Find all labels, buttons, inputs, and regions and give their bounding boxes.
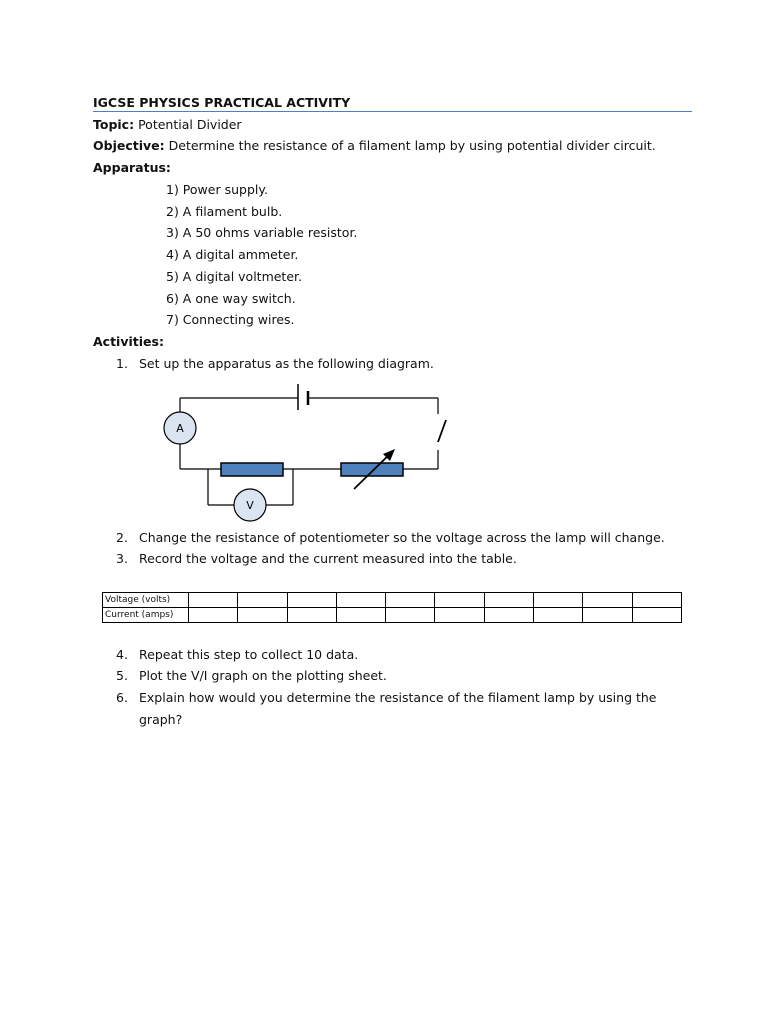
objective-line: [93, 138, 656, 154]
apparatus-item: 2) A filament bulb.: [166, 204, 283, 219]
table-cell[interactable]: [386, 608, 435, 623]
lamp-resistor: [221, 463, 283, 476]
table-cell[interactable]: [189, 608, 238, 623]
step-text: Plot the V/I graph on the plotting sheet.: [139, 668, 387, 683]
table-cell[interactable]: [583, 593, 632, 608]
step-number: 2.: [116, 530, 128, 545]
apparatus-item: 5) A digital voltmeter.: [166, 269, 302, 284]
table-cell[interactable]: [287, 593, 336, 608]
step-number: 4.: [116, 647, 128, 662]
row-header-voltage: Voltage (volts): [103, 593, 189, 608]
table-cell[interactable]: [238, 593, 287, 608]
step-text: Record the voltage and the current measured into the table.: [139, 551, 517, 566]
table-cell[interactable]: [238, 608, 287, 623]
table-cell[interactable]: [435, 608, 484, 623]
apparatus-item: 1) Power supply.: [166, 182, 268, 197]
variable-resistor: [341, 463, 403, 476]
table-cell[interactable]: [583, 608, 632, 623]
step-number: 3.: [116, 551, 128, 566]
apparatus-item: 3) A 50 ohms variable resistor.: [166, 225, 358, 240]
table-cell[interactable]: [336, 593, 385, 608]
table-cell[interactable]: [336, 608, 385, 623]
step-text: Set up the apparatus as the following diagram.: [139, 356, 434, 371]
table-cell[interactable]: [189, 593, 238, 608]
step-text-continued: graph?: [139, 712, 183, 727]
topic-line: [93, 117, 242, 133]
apparatus-item: 7) Connecting wires.: [166, 312, 295, 327]
table-cell[interactable]: [632, 593, 681, 608]
row-header-current: Current (amps): [103, 608, 189, 623]
step-text: Change the resistance of potentiometer so the voltage across the lamp will change.: [139, 530, 665, 545]
apparatus-label: Apparatus:: [93, 160, 171, 175]
activities-label: Activities:: [93, 334, 164, 349]
ammeter-label: A: [176, 422, 184, 435]
switch-icon: [438, 420, 446, 442]
step-number: 1.: [116, 356, 128, 371]
table-cell[interactable]: [534, 608, 583, 623]
table-cell[interactable]: [484, 593, 533, 608]
table-cell[interactable]: [287, 608, 336, 623]
apparatus-item: 4) A digital ammeter.: [166, 247, 299, 262]
objective-label: Objective:: [93, 138, 165, 153]
objective-value: Determine the resistance of a filament lamp by using potential divider circuit.: [168, 138, 656, 153]
circuit-diagram: [150, 378, 460, 528]
table-cell[interactable]: [386, 593, 435, 608]
page-title: IGCSE PHYSICS PRACTICAL ACTIVITY: [93, 95, 351, 110]
apparatus-item: 6) A one way switch.: [166, 291, 296, 306]
table-row: [103, 593, 682, 608]
table-row: [103, 608, 682, 623]
table-cell[interactable]: [435, 593, 484, 608]
title-divider: [93, 111, 692, 112]
table-cell[interactable]: [632, 608, 681, 623]
topic-label: Topic:: [93, 117, 135, 132]
step-text: Explain how would you determine the resistance of the filament lamp by using the: [139, 690, 657, 705]
table-cell[interactable]: [484, 608, 533, 623]
step-number: 6.: [116, 690, 128, 705]
topic-value: Potential Divider: [138, 117, 242, 132]
table-cell[interactable]: [534, 593, 583, 608]
step-text: Repeat this step to collect 10 data.: [139, 647, 359, 662]
voltmeter-label: V: [246, 499, 254, 512]
data-table: [102, 592, 682, 623]
step-number: 5.: [116, 668, 128, 683]
